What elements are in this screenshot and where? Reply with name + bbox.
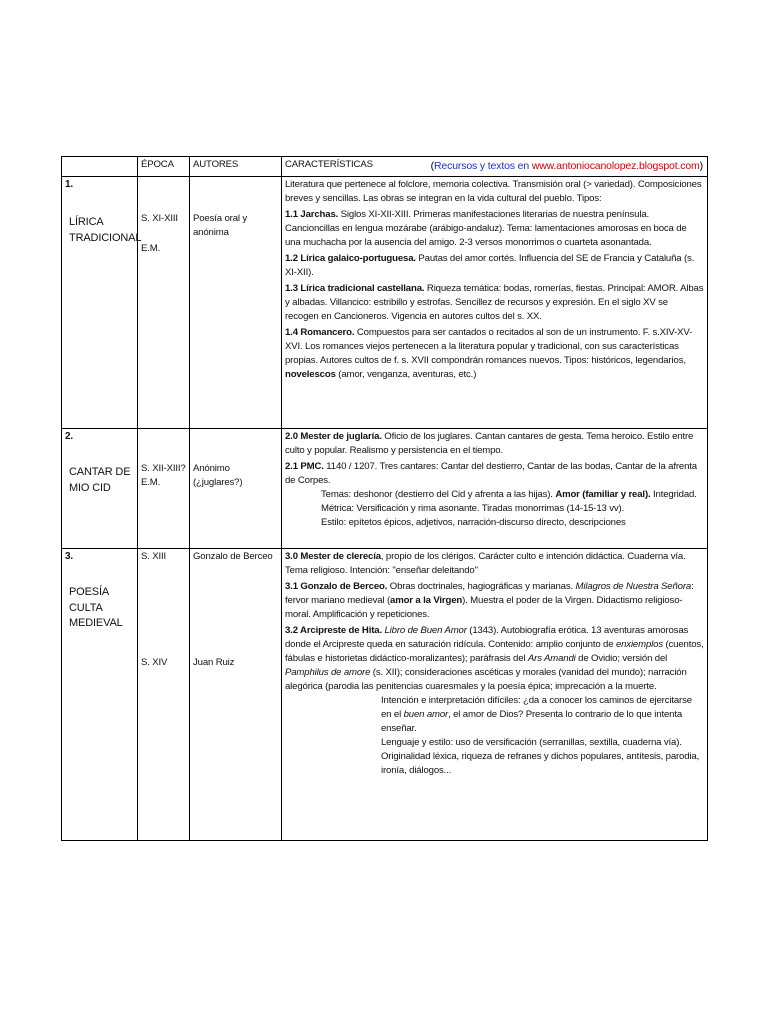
genre-line: POESÍA CULTA (69, 585, 109, 614)
section-title: 1.1 Jarchas. (285, 209, 339, 220)
section-italic: Pamphilus de amore (285, 667, 371, 678)
temas-after: Integridad. (650, 489, 697, 500)
autores-line: Anónimo (¿juglares?) (193, 463, 243, 488)
genre-cell (62, 429, 138, 549)
lenguaje-line: Lenguaje y estilo: uso de versificación (serranillas, sextilla, cuaderna vía). Originalidad léxica, riqueza de refranes y dichos populares, antítesis, parodia, ironía, diálogos... (381, 737, 700, 776)
genre-cell (62, 549, 138, 841)
section-text: Siglos XI-XII-XIII. Primeras manifestaciones literarias de nuestra península. Cancioncillas en lengua mozárabe (arábigo-andaluz). Tema: lamentaciones amorosas en boca de una muchacha por la ausencia del amigo. 2-3 versos monorrimos o cuarteta asonantada. (285, 209, 687, 248)
section-3-1 (285, 580, 704, 622)
caracteristicas-cell (282, 177, 708, 429)
table-row (62, 429, 708, 549)
section-1-2 (285, 252, 704, 280)
section-italic: Ars Amandi (527, 653, 576, 664)
section-1-3 (285, 282, 704, 324)
epoca-line: S. XIV (141, 657, 168, 668)
section-text: (amor, venganza, aventuras, etc.) (335, 369, 477, 380)
header-autores: AUTORES (190, 157, 282, 177)
section-text: (1343). Autobiografía erótica. 13 aventuras amorosas donde el Arcipreste queda en saturación ridícula. Contenido: amplio conjunto de (285, 625, 689, 650)
genre-cell (62, 177, 142, 429)
section-italic: Milagros de Nuestra Señora (575, 581, 692, 592)
section-text: Compuestos para ser cantados o recitados al son de un instrumento. F. s.XIV-XV-XVI. Los romances viejos pertenecen a la literatura popular y tradicional, con sus características propias. Autores cultos de f. s. XVII compondrán romances nuevos. Tipos: históricos, legendarios, (285, 327, 693, 366)
intro-text: Literatura que pertenece al folclore, memoria colectiva. Transmisión oral (> variedad). Composiciones breves y sencillas. Las obras se integran en la vida cultural del pueblo. Tipos: (285, 179, 702, 204)
table-row (62, 549, 708, 841)
recursos-note (431, 159, 703, 174)
section-2-1-details (285, 488, 704, 530)
autores-line: Gonzalo de Berceo (193, 551, 273, 562)
epoca-cell (138, 177, 190, 429)
temas-line (321, 488, 704, 502)
section-italic: enxiemplos (615, 639, 663, 650)
header-empty-cell (62, 157, 138, 177)
autores-cell (190, 177, 282, 429)
section-1-4 (285, 326, 704, 382)
estilo-line: Estilo: epítetos épicos, adjetivos, narración-discurso directo, descripciones (321, 517, 626, 528)
section-text: , propio de los clérigos. Carácter culto e intención didáctica. Cuaderna vía. Tema religioso. Intención: "enseñar deleitando" (285, 551, 686, 576)
epoca-line: E.M. (141, 477, 161, 488)
section-title: 3.0 Mester de clerecía (285, 551, 381, 562)
autores-line: Juan Ruiz (193, 657, 235, 668)
section-text: Riqueza temática: bodas, romerías, fiestas. Principal: AMOR. Albas y albadas. Villancico: estribillo y estrofas. Sencillez de recursos y expresión. En el siglo XV se recogen en Cancioneros. Vigencia en autores cultos del s. XX. (285, 283, 704, 322)
recursos-link[interactable]: www.antoniocanolopez.blogspot.com (531, 160, 700, 172)
section-3-2-details (285, 694, 704, 778)
caracteristicas-cell (282, 549, 708, 841)
section-text: ). Muestra el poder de la Virgen. Didactismo religioso-moral. Amplificación y repeticiones. (285, 595, 683, 620)
autores-line: anónima (193, 227, 229, 238)
section-2-0 (285, 430, 704, 458)
section-title: 3.1 Gonzalo de Berceo. (285, 581, 388, 592)
genre-line: MEDIEVAL (69, 617, 123, 630)
intencion-text: , el amor de Dios? Presenta lo contrario de lo que intenta enseñar. (381, 709, 683, 734)
section-2-1 (285, 460, 704, 488)
section-text: Pautas del amor cortés. Influencia del SE de Francia y Cataluña (s. XI-XII). (285, 253, 695, 278)
row-number: 2. (65, 431, 74, 442)
epoca-line: S. XIII (141, 551, 167, 562)
section-title: 1.4 Romancero. (285, 327, 355, 338)
section-title: 1.3 Lírica tradicional castellana. (285, 283, 425, 294)
caracteristicas-cell (282, 429, 708, 549)
epoca-cell (138, 429, 190, 549)
section-text: : fervor mariano medieval ( (285, 581, 694, 606)
section-bold: novelescos (285, 369, 336, 380)
header-caracteristicas-cell (282, 157, 708, 177)
section-text: Obras doctrinales, hagiográficas y marianas. (387, 581, 576, 592)
epoca-line: S. XII-XIII? (141, 463, 186, 474)
recursos-open-paren: ( (430, 160, 434, 172)
autores-line: Poesía oral y (193, 213, 248, 224)
section-3-2 (285, 624, 704, 694)
section-title: 1.2 Lírica galaico-portuguesa. (285, 253, 416, 264)
recursos-close-paren: ) (699, 160, 703, 172)
section-1-1 (285, 208, 704, 250)
section-title: 3.2 Arcipreste de Hita. (285, 625, 382, 636)
section-text: de Ovidio; versión del (575, 653, 668, 664)
section-title: 2.0 Mester de juglaría. (285, 431, 382, 442)
genre-line: LÍRICA (69, 215, 104, 228)
header-epoca: ÉPOCA (138, 157, 190, 177)
section-italic: Libro de Buen Amor (384, 625, 467, 636)
autores-cell (190, 549, 282, 841)
temas-bold: Amor (familiar y real). (555, 489, 651, 500)
row-number: 1. (65, 179, 74, 190)
section-bold: amor a la Virgen (390, 595, 463, 606)
row-number: 3. (65, 551, 74, 562)
section-text: Oficio de los juglares. Cantan cantares de gesta. Tema heroico. Estilo entre culto y popular. Realismo y persistencia en el tiempo. (285, 431, 694, 456)
literature-table (61, 156, 708, 841)
temas-text: Temas: deshonor (destierro del Cid y afrenta a las hijas). (321, 489, 556, 500)
recursos-label: Recursos y textos en (434, 160, 532, 172)
section-text: (s. XII); consideraciones ascéticas y morales (vanidad del mundo); narración alegórica (parodia las penitencias cuaresmales y la poesía épica; imprecación a la muerte. (285, 667, 687, 692)
genre-line: TRADICIONAL (69, 231, 142, 244)
intencion-italic: buen amor (403, 709, 449, 720)
section-3-0 (285, 550, 704, 578)
genre-line: CANTAR DE (69, 465, 131, 478)
section-text: 1140 / 1207. Tres cantares: Cantar del destierro, Cantar de las bodas, Cantar de la afrenta de Corpes. (285, 461, 697, 486)
genre-line: MIO CID (69, 481, 111, 494)
section-text: (cuentos, fábulas e historietas didáctico-moralizantes); paráfrasis del (285, 639, 704, 664)
header-row (62, 157, 708, 177)
header-caracteristicas: CARACTERÍSTICAS (285, 159, 373, 170)
epoca-cell (138, 549, 190, 841)
section-title: 2.1 PMC. (285, 461, 324, 472)
table-row (62, 177, 708, 429)
epoca-line: S. XI-XIII (141, 213, 178, 224)
autores-cell (190, 429, 282, 549)
metrica-line: Métrica: Versificación y rima asonante. Tiradas monorrimas (14-15-13 vv). (321, 503, 625, 514)
intencion-text: Intención e interpretación difíciles: ¿da a conocer los caminos de ejercitarse en el (381, 695, 692, 720)
epoca-line: E.M. (141, 243, 161, 254)
intencion-line (381, 694, 704, 736)
